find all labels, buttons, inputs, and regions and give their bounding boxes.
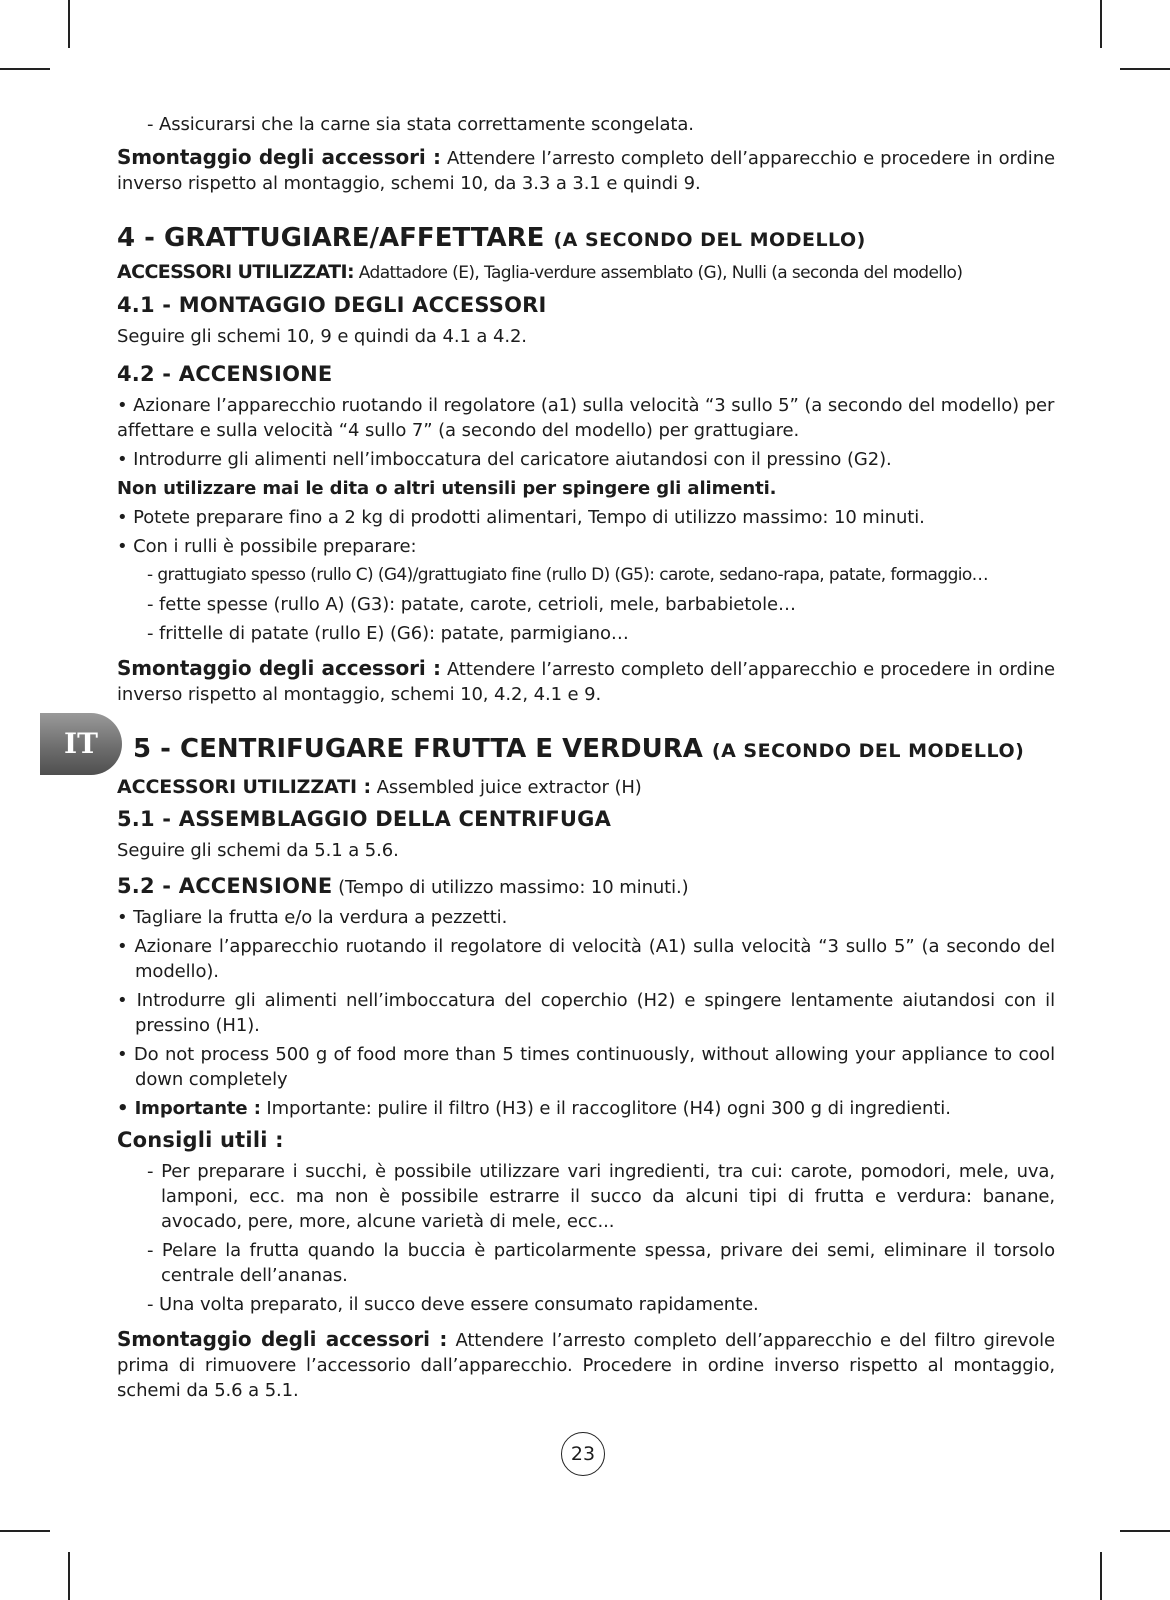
disassembly-note-2 xyxy=(117,656,1055,707)
crop-mark-bottom-right-vertical xyxy=(1100,1552,1102,1600)
section-5-accessories xyxy=(117,775,1055,800)
section-5-bullet-2: • Azionare l’apparecchio ruotando il regolatore di velocità (A1) sulla velocità “3 sullo 5” (a secondo del modello). xyxy=(117,936,1055,982)
section-4-heading xyxy=(117,222,1055,256)
section-5-bullet-4: • Do not process 500 g of food more than 5 times continuously, without allowing your appliance to cool down completely xyxy=(117,1044,1055,1090)
disassembly-label: Smontaggio degli accessori : xyxy=(117,145,441,169)
section-4-bullet-1: • Azionare l’apparecchio ruotando il regolatore (a1) sulla velocità “3 sullo 5” (a secondo del modello) per affettare e sulla velocità “4 sullo 7” (a secondo del modello) per grattugiare. xyxy=(117,395,1055,441)
section-4-1-heading: 4.1 - MONTAGGIO DEGLI ACCESSORI xyxy=(117,293,547,317)
accessories-label: ACCESSORI UTILIZZATI: xyxy=(117,261,354,283)
section-4-warning: Non utilizzare mai le dita o altri utensili per spingere gli alimenti. xyxy=(117,478,777,499)
disassembly-label: Smontaggio degli accessori : xyxy=(117,1327,448,1351)
section-5-1-text: Seguire gli schemi da 5.1 a 5.6. xyxy=(117,840,399,861)
section-4-bullet-2: • Introdurre gli alimenti nell’imboccatura del caricatore aiutandosi con il pressino (G2). xyxy=(117,449,892,470)
disassembly-text: Attendere l’arresto completo dell’apparecchio e procedere in ordine inverso rispetto al montaggio, schemi 10, 4.2, 4.1 e 9. xyxy=(117,659,1055,705)
page-number: 23 xyxy=(561,1432,605,1476)
section-5-title-note: (A SECONDO DEL MODELLO) xyxy=(711,740,1025,762)
disassembly-note-3 xyxy=(117,1327,1055,1403)
intro-line: - Assicurarsi che la carne sia stata correttamente scongelata. xyxy=(147,114,694,135)
section-5-heading xyxy=(133,733,1055,767)
section-4-title-note: (A SECONDO DEL MODELLO) xyxy=(553,229,866,251)
disassembly-note-1 xyxy=(117,145,1055,196)
accessories-text: Adattadore (E), Taglia-verdure assemblato (G), Nulli (a seconda del modello) xyxy=(354,263,963,283)
section-5-2-heading xyxy=(117,871,1055,901)
section-4-1-text: Seguire gli schemi 10, 9 e quindi da 4.1 a 4.2. xyxy=(117,326,527,347)
disassembly-text: Attendere l’arresto completo dell’apparecchio e procedere in ordine inverso rispetto al montaggio, schemi 10, da 3.3 a 3.1 e quindi 9. xyxy=(117,148,1055,194)
crop-mark-top-right-vertical xyxy=(1100,0,1102,48)
section-5-title: 5 - CENTRIFUGARE FRUTTA E VERDURA xyxy=(133,734,703,764)
tip-2: - Pelare la frutta quando la buccia è particolarmente spessa, privare dei semi, eliminare il torsolo centrale dell’ananas. xyxy=(147,1240,1055,1286)
section-4-bullet-3: • Potete preparare fino a 2 kg di prodotti alimentari, Tempo di utilizzo massimo: 10 minuti. xyxy=(117,507,925,528)
section-4-dash-1: - grattugiato spesso (rullo C) (G4)/grattugiato fine (rullo D) (G5): carote, sedano-rapa, patate, formaggio… xyxy=(147,565,989,585)
section-4-2-heading: 4.2 - ACCENSIONE xyxy=(117,362,333,386)
crop-mark-top-left-horizontal xyxy=(0,68,50,70)
language-tab: IT xyxy=(40,713,122,775)
accessories-label: ACCESSORI UTILIZZATI : xyxy=(117,776,372,798)
section-4-accessories xyxy=(117,260,1055,286)
section-5-2-title: 5.2 - ACCENSIONE xyxy=(117,874,333,898)
section-4-dash-2: - fette spesse (rullo A) (G3): patate, carote, cetrioli, mele, barbabietole… xyxy=(147,594,796,615)
section-5-2-note: (Tempo di utilizzo massimo: 10 minuti.) xyxy=(332,877,689,898)
section-4-dash-3: - frittelle di patate (rullo E) (G6): patate, parmigiano… xyxy=(147,623,629,644)
tip-3: - Una volta preparato, il succo deve essere consumato rapidamente. xyxy=(147,1294,759,1315)
crop-mark-top-right-horizontal xyxy=(1120,68,1170,70)
important-text: Importante: pulire il filtro (H3) e il raccoglitore (H4) ogni 300 g di ingredienti. xyxy=(260,1098,951,1119)
accessories-text: Assembled juice extractor (H) xyxy=(371,777,642,798)
tips-heading: Consigli utili : xyxy=(117,1128,284,1152)
tip-1: - Per preparare i succhi, è possibile utilizzare vari ingredienti, tra cui: carote, pomodori, mele, uva, lamponi, ecc. ma non è possibile estrarre il succo da alcuni tipi di frutta e verdura: banane, avocado, pere, more, alcune varietà di mele, ecc... xyxy=(147,1161,1055,1232)
crop-mark-top-left-vertical xyxy=(68,0,70,48)
page-content xyxy=(117,112,1055,1403)
section-5-bullet-1: • Tagliare la frutta e/o la verdura a pezzetti. xyxy=(117,907,508,928)
section-4-bullet-4: • Con i rulli è possibile preparare: xyxy=(117,536,417,557)
disassembly-label: Smontaggio degli accessori : xyxy=(117,656,441,680)
crop-mark-bottom-right-horizontal xyxy=(1120,1530,1170,1532)
section-4-title: 4 - GRATTUGIARE/AFFETTARE xyxy=(117,223,545,253)
important-label: • Importante : xyxy=(117,1098,261,1119)
crop-mark-bottom-left-vertical xyxy=(68,1552,70,1600)
section-5-1-heading: 5.1 - ASSEMBLAGGIO DELLA CENTRIFUGA xyxy=(117,807,612,831)
section-5-bullet-3: • Introdurre gli alimenti nell’imboccatura del coperchio (H2) e spingere lentamente aiutandosi con il pressino (H1). xyxy=(117,990,1055,1036)
disassembly-text: Attendere l’arresto completo dell’apparecchio e del filtro girevole prima di rimuovere l’accessorio dall’apparecchio. Procedere in ordine inverso rispetto al montaggio, schemi da 5.6 a 5.1. xyxy=(117,1330,1055,1401)
crop-mark-bottom-left-horizontal xyxy=(0,1530,50,1532)
section-5-bullet-5 xyxy=(117,1096,1055,1121)
